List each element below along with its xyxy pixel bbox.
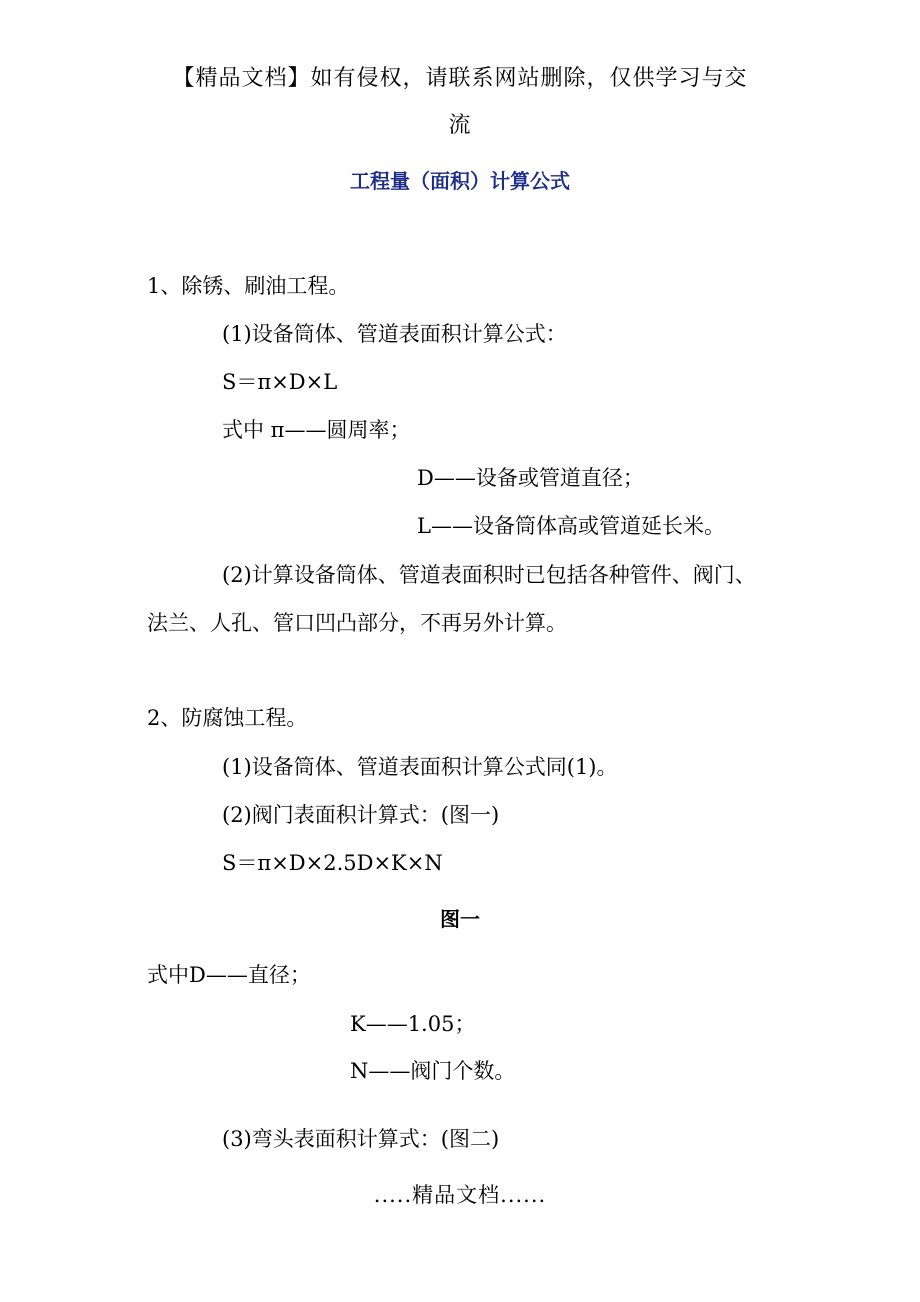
section1-where-d: D——设备或管道直径； [417, 466, 644, 490]
section1-formula: S＝π×D×L [222, 370, 338, 394]
footer-watermark: .....精品文档...... [373, 1183, 547, 1207]
section1-heading: 1、除锈、刷油工程。 [147, 274, 350, 298]
section1-item1: (1)设备筒体、管道表面积计算公式： [222, 322, 567, 346]
section2-where-d: 式中D——直径； [147, 963, 311, 987]
section2-item1: (1)设备筒体、管道表面积计算公式同(1)。 [222, 755, 618, 779]
section2-item3: (3)弯头表面积计算式：(图二) [222, 1127, 500, 1151]
section2-where-n: N——阀门个数。 [350, 1059, 516, 1083]
copyright-notice-line1: 【精品文档】如有侵权，请联系网站删除，仅供学习与交 [172, 66, 748, 91]
section1-where-l: L——设备筒体高或管道延长米。 [417, 514, 725, 538]
section1-item2-line1: (2)计算设备筒体、管道表面积时已包括各种管件、阀门、 [222, 563, 756, 587]
section2-heading: 2、防腐蚀工程。 [147, 706, 308, 730]
section1-item2-line2: 法兰、人孔、管口凹凸部分，不再另外计算。 [147, 611, 567, 635]
section2-where-k: K——1.05； [350, 1012, 476, 1036]
section2-item2: (2)阀门表面积计算式：(图一) [222, 803, 500, 827]
section1-where-pi: 式中 π——圆周率； [222, 418, 411, 442]
figure-caption: 图一 [440, 907, 480, 931]
document-title: 工程量（面积）计算公式 [350, 169, 570, 193]
copyright-notice-line2: 流 [448, 113, 472, 138]
section2-formula: S＝π×D×2.5D×K×N [222, 851, 443, 875]
